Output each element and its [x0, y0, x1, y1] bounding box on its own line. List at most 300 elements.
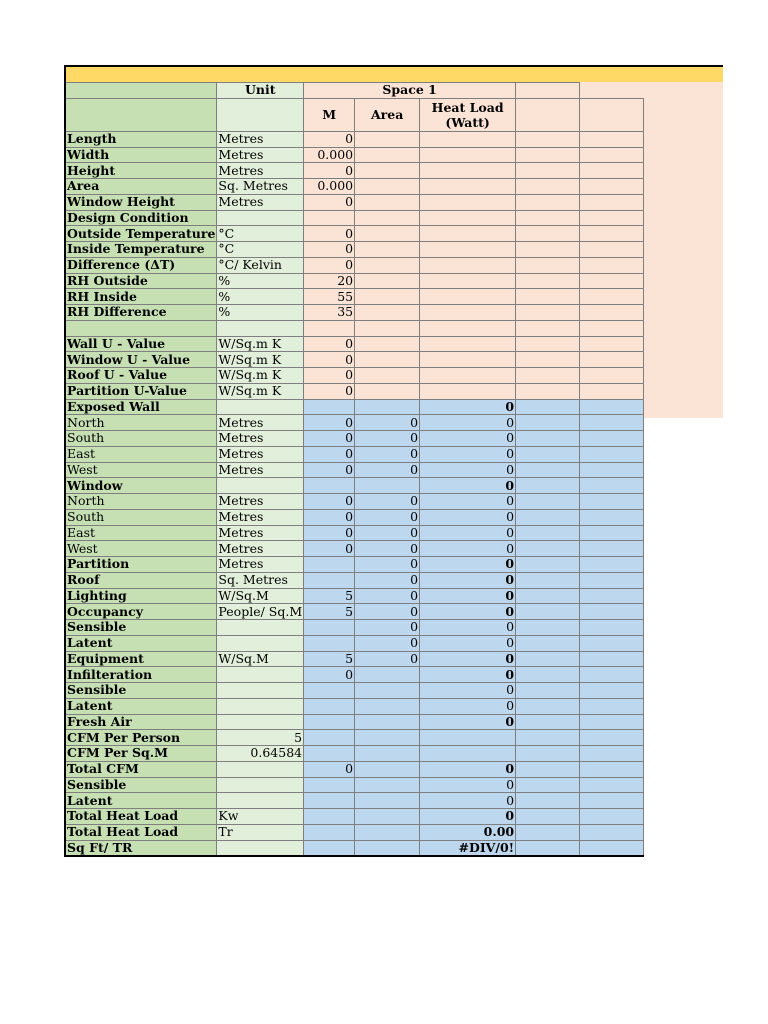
row-area-value[interactable] — [355, 131, 420, 147]
row-extra-2[interactable] — [580, 368, 644, 384]
row-area-value[interactable] — [355, 383, 420, 399]
row-label[interactable]: South — [65, 509, 217, 525]
row-unit[interactable]: Metres — [217, 446, 304, 462]
row-heat-load[interactable] — [420, 131, 516, 147]
row-extra-1[interactable] — [516, 525, 580, 541]
row-extra-2[interactable] — [580, 509, 644, 525]
row-extra-1[interactable] — [516, 714, 580, 730]
row-extra-1[interactable] — [516, 368, 580, 384]
row-extra-1[interactable] — [516, 683, 580, 699]
row-unit[interactable]: W/Sq.m K — [217, 352, 304, 368]
row-extra-1[interactable] — [516, 746, 580, 762]
row-extra-1[interactable] — [516, 257, 580, 273]
row-m-value[interactable] — [304, 620, 355, 636]
row-m-value[interactable]: 0 — [304, 194, 355, 210]
row-extra-1[interactable] — [516, 809, 580, 825]
row-extra-2[interactable] — [580, 588, 644, 604]
row-extra-1[interactable] — [516, 226, 580, 242]
row-unit[interactable]: Metres — [217, 525, 304, 541]
row-unit[interactable]: Metres — [217, 509, 304, 525]
row-m-value[interactable]: 35 — [304, 305, 355, 321]
row-extra-2[interactable] — [580, 761, 644, 777]
row-m-value[interactable] — [304, 809, 355, 825]
col-m-header[interactable]: M — [304, 98, 355, 131]
row-unit[interactable]: Tr — [217, 824, 304, 840]
row-area-value[interactable] — [355, 352, 420, 368]
row-m-value[interactable]: 55 — [304, 289, 355, 305]
row-extra-1[interactable] — [516, 242, 580, 258]
extra-col-2-header-2[interactable] — [580, 98, 644, 131]
row-unit[interactable] — [217, 714, 304, 730]
row-unit[interactable] — [217, 478, 304, 494]
row-extra-1[interactable] — [516, 824, 580, 840]
row-heat-load[interactable] — [420, 730, 516, 746]
row-m-value[interactable]: 0 — [304, 761, 355, 777]
row-unit[interactable] — [217, 840, 304, 856]
row-m-value[interactable]: 0 — [304, 415, 355, 431]
row-area-value[interactable] — [355, 399, 420, 415]
row-m-value[interactable] — [304, 210, 355, 226]
row-label[interactable]: CFM Per Sq.M — [65, 746, 217, 762]
row-unit[interactable] — [217, 320, 304, 336]
row-unit[interactable] — [217, 210, 304, 226]
col-heat-load-header[interactable]: Heat Load (Watt) — [420, 98, 516, 131]
row-heat-load[interactable]: 0 — [420, 399, 516, 415]
row-extra-2[interactable] — [580, 604, 644, 620]
row-extra-2[interactable] — [580, 541, 644, 557]
row-label[interactable]: Area — [65, 179, 217, 195]
row-unit[interactable]: °C/ Kelvin — [217, 257, 304, 273]
row-m-value[interactable]: 0 — [304, 509, 355, 525]
row-label[interactable] — [65, 320, 217, 336]
row-extra-1[interactable] — [516, 462, 580, 478]
row-heat-load[interactable] — [420, 179, 516, 195]
row-unit[interactable]: 5 — [217, 730, 304, 746]
row-area-value[interactable] — [355, 147, 420, 163]
row-extra-2[interactable] — [580, 793, 644, 809]
row-label[interactable]: Roof U - Value — [65, 368, 217, 384]
row-label[interactable]: South — [65, 431, 217, 447]
row-label[interactable]: Latent — [65, 793, 217, 809]
row-label[interactable]: Total CFM — [65, 761, 217, 777]
row-unit[interactable]: Metres — [217, 194, 304, 210]
row-m-value[interactable] — [304, 698, 355, 714]
row-area-value[interactable] — [355, 478, 420, 494]
row-extra-1[interactable] — [516, 446, 580, 462]
row-m-value[interactable]: 0 — [304, 383, 355, 399]
row-extra-1[interactable] — [516, 478, 580, 494]
row-heat-load[interactable]: 0 — [420, 446, 516, 462]
row-m-value[interactable]: 0 — [304, 336, 355, 352]
row-extra-2[interactable] — [580, 572, 644, 588]
row-heat-load[interactable] — [420, 746, 516, 762]
header-label-cell[interactable] — [65, 83, 217, 99]
row-unit[interactable]: W/Sq.M — [217, 651, 304, 667]
row-area-value[interactable]: 0 — [355, 525, 420, 541]
row-extra-1[interactable] — [516, 777, 580, 793]
row-heat-load[interactable]: 0 — [420, 525, 516, 541]
row-label[interactable]: Equipment — [65, 651, 217, 667]
row-extra-1[interactable] — [516, 399, 580, 415]
row-label[interactable]: Window — [65, 478, 217, 494]
row-extra-2[interactable] — [580, 525, 644, 541]
row-label[interactable]: Total Heat Load — [65, 809, 217, 825]
row-extra-2[interactable] — [580, 714, 644, 730]
row-unit[interactable]: Metres — [217, 147, 304, 163]
row-area-value[interactable]: 0 — [355, 620, 420, 636]
row-extra-2[interactable] — [580, 383, 644, 399]
row-label[interactable]: Width — [65, 147, 217, 163]
row-heat-load[interactable]: #DIV/0! — [420, 840, 516, 856]
row-area-value[interactable]: 0 — [355, 588, 420, 604]
row-extra-1[interactable] — [516, 730, 580, 746]
row-heat-load[interactable]: 0 — [420, 415, 516, 431]
row-extra-1[interactable] — [516, 320, 580, 336]
row-m-value[interactable]: 5 — [304, 651, 355, 667]
row-label[interactable]: Occupancy — [65, 604, 217, 620]
row-m-value[interactable] — [304, 635, 355, 651]
row-heat-load[interactable]: 0.00 — [420, 824, 516, 840]
row-extra-1[interactable] — [516, 620, 580, 636]
row-m-value[interactable]: 0 — [304, 131, 355, 147]
row-heat-load[interactable]: 0 — [420, 572, 516, 588]
row-label[interactable]: Sensible — [65, 777, 217, 793]
row-area-value[interactable] — [355, 777, 420, 793]
row-unit[interactable] — [217, 620, 304, 636]
row-extra-2[interactable] — [580, 273, 644, 289]
row-unit[interactable]: Sq. Metres — [217, 572, 304, 588]
row-extra-2[interactable] — [580, 431, 644, 447]
row-heat-load[interactable] — [420, 368, 516, 384]
row-extra-1[interactable] — [516, 289, 580, 305]
row-extra-1[interactable] — [516, 431, 580, 447]
row-area-value[interactable] — [355, 163, 420, 179]
row-unit[interactable]: Metres — [217, 557, 304, 573]
row-unit[interactable] — [217, 777, 304, 793]
row-extra-1[interactable] — [516, 494, 580, 510]
row-extra-2[interactable] — [580, 840, 644, 856]
row-extra-2[interactable] — [580, 399, 644, 415]
row-unit[interactable]: Metres — [217, 415, 304, 431]
row-extra-1[interactable] — [516, 635, 580, 651]
row-unit[interactable] — [217, 793, 304, 809]
row-extra-1[interactable] — [516, 179, 580, 195]
row-label[interactable]: Window U - Value — [65, 352, 217, 368]
row-area-value[interactable]: 0 — [355, 494, 420, 510]
row-unit[interactable] — [217, 683, 304, 699]
row-heat-load[interactable]: 0 — [420, 809, 516, 825]
row-m-value[interactable] — [304, 746, 355, 762]
row-heat-load[interactable]: 0 — [420, 604, 516, 620]
row-label[interactable]: Exposed Wall — [65, 399, 217, 415]
row-area-value[interactable] — [355, 809, 420, 825]
row-label[interactable]: Wall U - Value — [65, 336, 217, 352]
row-heat-load[interactable] — [420, 257, 516, 273]
row-label[interactable]: North — [65, 494, 217, 510]
row-area-value[interactable]: 0 — [355, 635, 420, 651]
row-extra-1[interactable] — [516, 604, 580, 620]
row-label[interactable]: East — [65, 446, 217, 462]
row-extra-2[interactable] — [580, 242, 644, 258]
row-area-value[interactable] — [355, 698, 420, 714]
row-extra-1[interactable] — [516, 572, 580, 588]
row-m-value[interactable]: 0 — [304, 368, 355, 384]
row-label[interactable]: Partition — [65, 557, 217, 573]
row-area-value[interactable] — [355, 179, 420, 195]
row-extra-1[interactable] — [516, 840, 580, 856]
row-area-value[interactable] — [355, 824, 420, 840]
row-extra-2[interactable] — [580, 336, 644, 352]
row-m-value[interactable] — [304, 478, 355, 494]
row-area-value[interactable]: 0 — [355, 651, 420, 667]
row-area-value[interactable] — [355, 793, 420, 809]
row-unit[interactable]: % — [217, 289, 304, 305]
row-area-value[interactable]: 0 — [355, 509, 420, 525]
row-heat-load[interactable] — [420, 242, 516, 258]
row-unit[interactable]: Metres — [217, 494, 304, 510]
row-extra-2[interactable] — [580, 194, 644, 210]
row-m-value[interactable] — [304, 320, 355, 336]
row-area-value[interactable]: 0 — [355, 604, 420, 620]
row-label[interactable]: RH Inside — [65, 289, 217, 305]
row-label[interactable]: RH Difference — [65, 305, 217, 321]
row-label[interactable]: Sensible — [65, 683, 217, 699]
row-label[interactable]: Design Condition — [65, 210, 217, 226]
row-area-value[interactable]: 0 — [355, 446, 420, 462]
row-m-value[interactable] — [304, 557, 355, 573]
row-label[interactable]: Latent — [65, 635, 217, 651]
row-heat-load[interactable] — [420, 194, 516, 210]
row-m-value[interactable]: 0 — [304, 541, 355, 557]
row-m-value[interactable] — [304, 793, 355, 809]
row-label[interactable]: Length — [65, 131, 217, 147]
row-unit[interactable]: °C — [217, 242, 304, 258]
row-m-value[interactable] — [304, 730, 355, 746]
row-extra-2[interactable] — [580, 320, 644, 336]
row-heat-load[interactable]: 0 — [420, 431, 516, 447]
row-unit[interactable] — [217, 667, 304, 683]
space-header[interactable]: Space 1 — [304, 83, 516, 99]
row-extra-2[interactable] — [580, 651, 644, 667]
row-m-value[interactable]: 5 — [304, 588, 355, 604]
row-extra-2[interactable] — [580, 746, 644, 762]
row-extra-1[interactable] — [516, 163, 580, 179]
row-extra-1[interactable] — [516, 273, 580, 289]
row-unit[interactable]: Kw — [217, 809, 304, 825]
row-area-value[interactable] — [355, 840, 420, 856]
row-heat-load[interactable]: 0 — [420, 620, 516, 636]
row-heat-load[interactable] — [420, 226, 516, 242]
row-extra-1[interactable] — [516, 336, 580, 352]
row-heat-load[interactable]: 0 — [420, 761, 516, 777]
row-unit[interactable]: W/Sq.m K — [217, 368, 304, 384]
row-heat-load[interactable]: 0 — [420, 635, 516, 651]
row-m-value[interactable]: 0 — [304, 226, 355, 242]
row-m-value[interactable]: 0 — [304, 242, 355, 258]
row-extra-2[interactable] — [580, 131, 644, 147]
row-unit[interactable]: Metres — [217, 163, 304, 179]
row-extra-2[interactable] — [580, 462, 644, 478]
row-area-value[interactable] — [355, 194, 420, 210]
row-unit[interactable]: °C — [217, 226, 304, 242]
row-unit[interactable] — [217, 635, 304, 651]
row-extra-1[interactable] — [516, 147, 580, 163]
row-area-value[interactable] — [355, 289, 420, 305]
row-m-value[interactable]: 0.000 — [304, 147, 355, 163]
row-extra-1[interactable] — [516, 793, 580, 809]
row-area-value[interactable] — [355, 336, 420, 352]
row-heat-load[interactable] — [420, 305, 516, 321]
row-m-value[interactable]: 0 — [304, 431, 355, 447]
row-extra-1[interactable] — [516, 352, 580, 368]
row-label[interactable]: Outside Temperature — [67, 225, 216, 241]
row-heat-load[interactable]: 0 — [420, 714, 516, 730]
row-heat-load[interactable]: 0 — [420, 478, 516, 494]
row-heat-load[interactable]: 0 — [420, 588, 516, 604]
row-heat-load[interactable] — [420, 289, 516, 305]
row-heat-load[interactable]: 0 — [420, 698, 516, 714]
row-extra-1[interactable] — [516, 509, 580, 525]
row-unit[interactable]: % — [217, 273, 304, 289]
row-extra-2[interactable] — [580, 257, 644, 273]
row-label[interactable]: Window Height — [65, 194, 217, 210]
row-m-value[interactable]: 0 — [304, 352, 355, 368]
row-heat-load[interactable]: 0 — [420, 509, 516, 525]
row-extra-2[interactable] — [580, 635, 644, 651]
row-label[interactable]: Height — [65, 163, 217, 179]
row-label[interactable]: North — [65, 415, 217, 431]
row-extra-2[interactable] — [580, 777, 644, 793]
row-unit[interactable]: 0.64584 — [217, 746, 304, 762]
row-m-value[interactable]: 0 — [304, 525, 355, 541]
row-extra-2[interactable] — [580, 305, 644, 321]
row-extra-1[interactable] — [516, 761, 580, 777]
row-heat-load[interactable]: 0 — [420, 557, 516, 573]
row-m-value[interactable]: 0.000 — [304, 179, 355, 195]
row-extra-2[interactable] — [580, 147, 644, 163]
row-area-value[interactable] — [355, 226, 420, 242]
row-label[interactable]: West — [65, 541, 217, 557]
row-heat-load[interactable] — [420, 383, 516, 399]
unit-header-2[interactable] — [217, 98, 304, 131]
row-extra-1[interactable] — [516, 557, 580, 573]
row-label[interactable]: Difference (ΔT) — [65, 257, 217, 273]
row-extra-2[interactable] — [580, 667, 644, 683]
row-label[interactable]: Total Heat Load — [65, 824, 217, 840]
row-area-value[interactable]: 0 — [355, 572, 420, 588]
row-m-value[interactable]: 0 — [304, 462, 355, 478]
row-unit[interactable]: Sq. Metres — [217, 179, 304, 195]
row-label[interactable]: Fresh Air — [65, 714, 217, 730]
row-extra-2[interactable] — [580, 557, 644, 573]
row-heat-load[interactable] — [420, 147, 516, 163]
row-area-value[interactable] — [355, 273, 420, 289]
row-heat-load[interactable] — [420, 352, 516, 368]
row-unit[interactable]: W/Sq.m K — [217, 383, 304, 399]
row-extra-2[interactable] — [580, 163, 644, 179]
row-m-value[interactable]: 5 — [304, 604, 355, 620]
row-heat-load[interactable]: 0 — [420, 793, 516, 809]
row-area-value[interactable] — [355, 305, 420, 321]
row-area-value[interactable] — [355, 210, 420, 226]
row-extra-2[interactable] — [580, 446, 644, 462]
row-extra-2[interactable] — [580, 179, 644, 195]
row-heat-load[interactable]: 0 — [420, 541, 516, 557]
row-m-value[interactable]: 0 — [304, 257, 355, 273]
row-extra-2[interactable] — [580, 809, 644, 825]
row-area-value[interactable] — [355, 242, 420, 258]
row-m-value[interactable] — [304, 840, 355, 856]
row-unit[interactable]: Metres — [217, 541, 304, 557]
row-m-value[interactable] — [304, 572, 355, 588]
row-area-value[interactable]: 0 — [355, 557, 420, 573]
row-extra-1[interactable] — [516, 651, 580, 667]
row-area-value[interactable] — [355, 761, 420, 777]
row-label[interactable]: CFM Per Person — [65, 730, 217, 746]
row-m-value[interactable] — [304, 777, 355, 793]
row-heat-load[interactable]: 0 — [420, 667, 516, 683]
row-heat-load[interactable] — [420, 336, 516, 352]
row-area-value[interactable]: 0 — [355, 431, 420, 447]
row-extra-2[interactable] — [580, 730, 644, 746]
row-extra-2[interactable] — [580, 352, 644, 368]
row-extra-1[interactable] — [516, 131, 580, 147]
row-label[interactable]: Infilteration — [65, 667, 217, 683]
row-area-value[interactable]: 0 — [355, 541, 420, 557]
row-unit[interactable]: Metres — [217, 431, 304, 447]
col-area-header[interactable]: Area — [355, 98, 420, 131]
row-heat-load[interactable]: 0 — [420, 777, 516, 793]
row-unit[interactable]: Metres — [217, 462, 304, 478]
row-area-value[interactable] — [355, 368, 420, 384]
row-label[interactable]: Sq Ft/ TR — [65, 840, 217, 856]
row-extra-2[interactable] — [580, 620, 644, 636]
row-area-value[interactable] — [355, 257, 420, 273]
row-extra-2[interactable] — [580, 494, 644, 510]
extra-col-1-header-2[interactable] — [516, 98, 580, 131]
header-label-cell-2[interactable] — [65, 98, 217, 131]
row-heat-load[interactable]: 0 — [420, 651, 516, 667]
row-extra-2[interactable] — [580, 289, 644, 305]
row-extra-2[interactable] — [580, 415, 644, 431]
row-label[interactable]: Partition U-Value — [65, 383, 217, 399]
row-m-value[interactable]: 0 — [304, 446, 355, 462]
row-heat-load[interactable]: 0 — [420, 494, 516, 510]
row-unit[interactable] — [217, 399, 304, 415]
row-extra-1[interactable] — [516, 667, 580, 683]
row-area-value[interactable] — [355, 714, 420, 730]
row-unit[interactable]: Metres — [217, 131, 304, 147]
row-extra-1[interactable] — [516, 194, 580, 210]
row-m-value[interactable]: 20 — [304, 273, 355, 289]
row-label[interactable]: West — [65, 462, 217, 478]
row-unit[interactable]: People/ Sq.M — [218, 603, 303, 619]
row-unit[interactable]: W/Sq.M — [217, 588, 304, 604]
row-extra-2[interactable] — [580, 683, 644, 699]
row-m-value[interactable]: 0 — [304, 667, 355, 683]
row-heat-load[interactable] — [420, 273, 516, 289]
extra-col-1-header[interactable] — [516, 83, 580, 99]
row-extra-2[interactable] — [580, 824, 644, 840]
row-unit[interactable]: W/Sq.m K — [217, 336, 304, 352]
row-heat-load[interactable] — [420, 320, 516, 336]
row-label[interactable]: Latent — [65, 698, 217, 714]
row-extra-2[interactable] — [580, 210, 644, 226]
row-extra-1[interactable] — [516, 541, 580, 557]
row-extra-1[interactable] — [516, 415, 580, 431]
row-unit[interactable] — [217, 698, 304, 714]
row-heat-load[interactable]: 0 — [420, 462, 516, 478]
